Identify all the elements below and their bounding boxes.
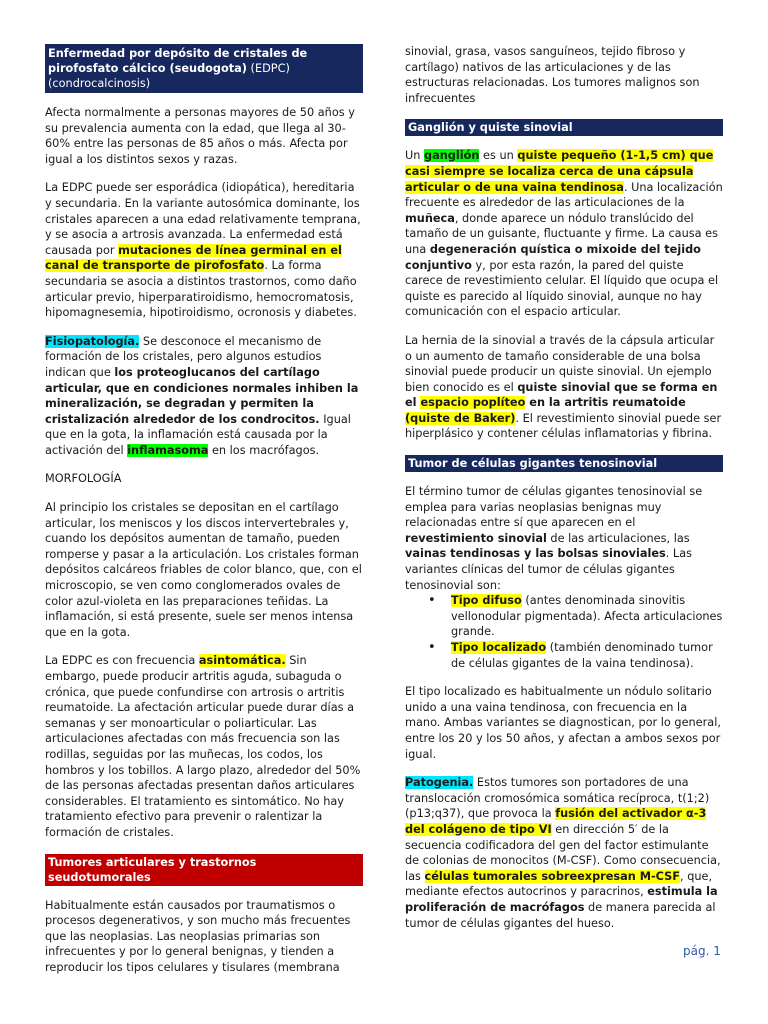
bold-tendon-sheaths: vainas tendinosas y las bolsas sinoviales (405, 547, 666, 561)
section-header-giant-cell: Tumor de células gigantes tenosinovial (405, 455, 723, 472)
heading-morfologia: MORFOLOGÍA (45, 472, 122, 486)
highlight-tipo-difuso: Tipo difuso (451, 594, 522, 608)
variant-list (405, 593, 723, 671)
right-column (405, 44, 723, 944)
header-subtitle: (condrocalcinosis) (48, 77, 151, 90)
section-header-edpc (45, 44, 363, 93)
bold-macrophage-proliferation: estimula la proliferación de macrófagos (405, 885, 718, 914)
highlight-mcsf: células tumorales sobreexpresan M-CSF (424, 869, 681, 883)
paragraph-giant-cell: El término tumor de células gigantes tenosinovial se emplea para varias neoplasias benignas muy relacionadas entre sí que aparecen en el revestimiento sinovial de las articulaciones, las vainas tendinosas y las bolsas sinoviales. Las variantes clínicas del tumor de células gigantes tenosinovial son: (405, 485, 703, 592)
label-patogenia: Patogenia. (405, 776, 474, 790)
bold-muneca: muñeca (405, 211, 455, 225)
paragraph-tumors-intro: Habitualmente están causados por traumatismos o procesos degenerativos, y son mucho más frecuentes que las neoplasias. Las neoplasias primarias son infrecuentes y por lo general benignas, y tienden a reproducir los tipos celulares y tisulares (membrana (45, 898, 351, 974)
list-item: • Tipo localizado (también denominado tumor de células gigantes de la vaina tendinosa). (451, 640, 723, 671)
highlight-ganglion: ganglión (424, 149, 480, 163)
highlight-asintomatica: asintomática. (198, 654, 286, 668)
bold-degeneration: degeneración quística o mixoide del tejido conjuntivo (405, 242, 701, 272)
header-title: Enfermedad por depósito de cristales de pirofosfato cálcico (seudogota) (48, 47, 308, 75)
paragraph-clinical: La EDPC es con frecuencia asintomática. Sin embargo, puede producir artritis aguda, subaguda o crónica, que puede confundirse con artrosis o artritis reumatoide. La afectación articular puede durar días a semanas y ser monoarticular o poliarticular. Las articulaciones afectadas con más frecuencia son las rodillas, seguidas por las muñecas, los codos, los hombros y los tobillos. A largo plazo, alrededor del 50% de las personas afectadas presentan daños articulares considerables. El tratamiento es sintomático. No hay tratamiento efectivo para prevenir o ralentizar la formación de cristales. (45, 654, 361, 839)
page-number: pág. 1 (683, 944, 721, 958)
paragraph-synovial-cyst: La hernia de la sinovial a través de la cápsula articular o un aumento de tamaño considerable de una bolsa sinovial puede producir un quiste sinovial. Un ejemplo bien conocido es el quiste sinovial que se forma en el espacio poplíteo en la artritis reumatoide (quiste de Baker). El revestimiento sinovial puede ser hiperplásico y contener células inflamatorias y fibrina. (405, 333, 722, 441)
section-header-ganglion: Ganglión y quiste sinovial (405, 119, 723, 136)
section-header-tumors: Tumores articulares y trastornos seudotumorales (45, 854, 363, 886)
paragraph-pathophysiology: Fisiopatología. Se desconoce el mecanismo de formación de los cristales, pero algunos estudios indican que los proteoglucanos del cartílago articular, que en condiciones normales inhiben la mineralización, se degradan y permiten la cristalización alrededor de los condrocitos. Igual que en la gota, la inflamación está causada por la activación del inflamasoma en los macrófagos. (45, 334, 359, 457)
header-abbr: (EDPC) (246, 62, 290, 75)
paragraph-localized-type: El tipo localizado es habitualmente un nódulo solitario unido a una vaina tendinosa, con frecuencia en la mano. Ambas variantes se diagnostican, por lo general, entre los 20 y los 50 años, y afectan a ambos sexos por igual. (405, 685, 721, 761)
highlight-inflamasoma: inflamasoma (127, 443, 209, 457)
label-fisiopatologia: Fisiopatología. (45, 334, 140, 348)
paragraph-pathogenesis: Patogenia. Estos tumores son portadores de una translocación cromosómica somática recíproca, t(1;2)(p13;q37), que provoca la fusión del activador α-3 del colágeno de tipo VI en dirección 5′ de la secuencia codificadora del gen del factor estimulante de colonias de monocitos (M-CSF). Como consecuencia, las células tumorales sobreexpresan M-CSF, que, mediante efectos autocrinos y paracrinos, estimula la proliferación de macrófagos de manera parecida al tumor de células gigantes del hueso. (405, 776, 721, 930)
paragraph-tumors-continued: sinovial, grasa, vasos sanguíneos, tejido fibroso y cartílago) nativos de las articulaciones y de las estructuras relacionadas. Los tumores malignos son infrecuentes (405, 45, 700, 105)
highlight-baker: (quiste de Baker) (405, 411, 516, 425)
highlight-mutations: mutaciones de línea germinal en el canal de transporte de pirofosfato (45, 243, 342, 273)
paragraph-types: La EDPC puede ser esporádica (idiopática), hereditaria y secundaria. En la variante autosómica dominante, los cristales aparecen a una edad relativamente temprana, y se asocia a artrosis avanzada. La enfermedad está causada por mutaciones de línea germinal en el canal de transporte de pirofosfato. La forma secundaria se asocia a distintos trastornos, como daño articular previo, hiperparatiroidismo, hemocromatosis, hipomagnesemia, hipotiroidismo, ocronosis y diabetes. (45, 181, 361, 320)
highlight-popliteal: espacio poplíteo (420, 396, 526, 410)
highlight-fusion: fusión del activador α-3 del colágeno de tipo VI (405, 807, 707, 836)
highlight-tipo-localizado: Tipo localizado (451, 641, 547, 654)
paragraph-ganglion: Un ganglión es un quiste pequeño (1-1,5 cm) que casi siempre se localiza cerca de una cápsula articular o de una vaina tendinosa. Una localización frecuente es alrededor de las articulaciones de la muñeca, donde aparece un nódulo translúcido del tamaño de un guisante, fluctuante y firme. La causa es una degeneración quística o mixoide del tejido conjuntivo y, por esta razón, la pared del quiste carece de revestimiento celular. El líquido que ocupa el quiste es parecido al líquido sinovial, aunque no hay comunicación con el espacio articular. (405, 149, 723, 319)
highlight-small-cyst: quiste pequeño (1-1,5 cm) que casi siempre se localiza cerca de una cápsula articular o de una vaina tendinosa (405, 149, 714, 194)
bold-synovial-lining: revestimiento sinovial (405, 531, 547, 545)
bold-proteoglycans: los proteoglucanos del cartílago articular, que en condiciones normales inhiben la mineralización, se degradan y permiten la cristalización alrededor de los condrocitos. (45, 365, 359, 426)
paragraph-morphology: Al principio los cristales se depositan en el cartílago articular, los meniscos y los discos intervertebrales y, cuando los depósitos aumentan de tamaño, pueden romperse y pasar a la articulación. Los cristales forman depósitos calcáreos friables de color blanco, que, con el microscopio, se ven como conglomerados ovales de color azul-violeta en las preparaciones teñidas. La inflamación, si está presente, suele ser menos intensa que en la gota. (45, 501, 362, 639)
paragraph-prevalence: Afecta normalmente a personas mayores de 50 años y su prevalencia aumenta con la edad, que llega al 30-60% entre las personas de 85 años o más. Afecta por igual a los distintos sexos y razas. (45, 106, 355, 166)
left-column (45, 44, 363, 989)
list-item: • Tipo difuso (antes denominada sinovitis vellonodular pigmentada). Afecta articulaciones grande. (451, 593, 723, 640)
